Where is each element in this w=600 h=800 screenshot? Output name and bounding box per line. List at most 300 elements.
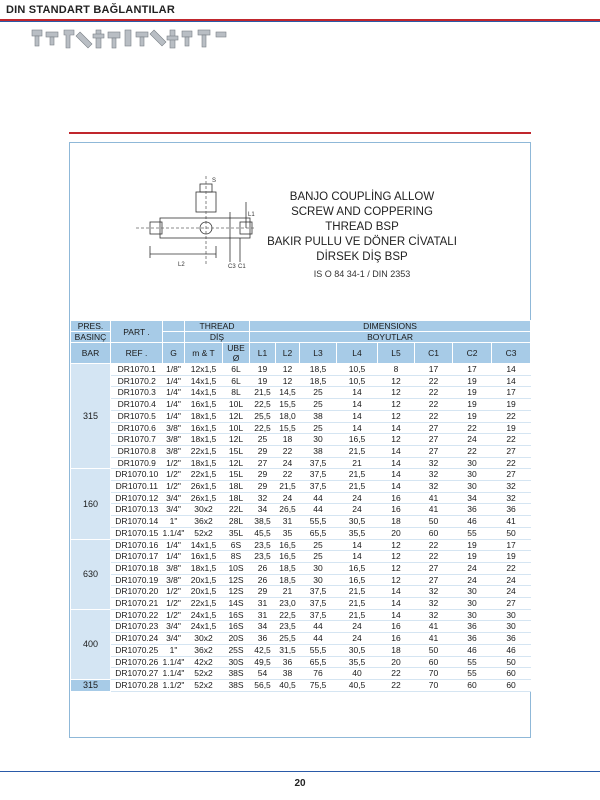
table-cell: 20 [378, 527, 415, 539]
table-cell: 76 [300, 668, 337, 680]
table-cell: 56,5 [250, 679, 276, 691]
table-cell: 44 [300, 492, 337, 504]
table-cell: DR1070.15 [111, 527, 163, 539]
table-cell: 24 [492, 574, 531, 586]
table-cell: 37,5 [300, 457, 337, 469]
table-cell: 36 [250, 633, 276, 645]
table-cell: 27 [415, 562, 453, 574]
table-cell: 20 [378, 656, 415, 668]
table-cell: DR1070.9 [111, 457, 163, 469]
table-cell: 21 [276, 586, 300, 598]
table-cell: 24 [337, 633, 378, 645]
pressure-bar-cell: 630 [71, 539, 111, 609]
table-cell: 45,5 [250, 527, 276, 539]
table-cell: 21,5 [337, 609, 378, 621]
table-cell: 1/8" [163, 364, 185, 376]
table-cell: 36x2 [185, 516, 223, 528]
table-cell: 1.1/2" [162, 679, 185, 690]
table-cell: 16x1,5 [185, 422, 223, 434]
table-cell: 36 [276, 656, 300, 668]
table-cell: 24 [337, 621, 378, 633]
table-cell: 23,5 [276, 621, 300, 633]
header-part: PART . [111, 321, 163, 343]
table-cell: 37,5 [300, 609, 337, 621]
table-cell: 19 [453, 539, 492, 551]
table-cell: 34 [453, 492, 492, 504]
header-c3: C3 [492, 343, 531, 364]
table-cell: 17 [492, 387, 531, 399]
product-standard: IS O 84 34-1 / DIN 2353 [313, 269, 411, 279]
table-cell: 52x2 [185, 668, 223, 680]
table-cell: 1/2" [163, 586, 185, 598]
table-cell: 36x2 [185, 644, 223, 656]
table-cell: 19 [453, 399, 492, 411]
table-cell: 18x1,5 [185, 410, 223, 422]
table-cell: 14 [337, 410, 378, 422]
table-cell: 22x1,5 [185, 598, 223, 610]
table-cell: 29 [250, 445, 276, 457]
table-cell: 30 [492, 621, 531, 633]
header-basinc: BASINÇ [71, 332, 111, 343]
table-cell: 23,0 [276, 598, 300, 610]
table-cell: 1/2" [163, 457, 185, 469]
table-cell: 46 [492, 644, 531, 656]
table-cell: 14x1,5 [185, 375, 223, 387]
table-cell: 29 [250, 586, 276, 598]
table-cell: 37,5 [300, 481, 337, 493]
product-title-line-4: BAKIR PULLU VE DÖNER CİVATALI [267, 236, 457, 248]
table-cell: DR1070.16 [111, 539, 163, 551]
table-cell: 3/8" [163, 434, 185, 446]
table-cell: 44 [300, 504, 337, 516]
table-cell: 18 [378, 516, 415, 528]
label-c1: C1 [238, 264, 246, 270]
table-cell: 27 [250, 457, 276, 469]
table-cell: 22,5 [250, 422, 276, 434]
table-cell: 21,5 [337, 445, 378, 457]
table-cell: 22L [223, 504, 250, 516]
table-cell: 12 [378, 574, 415, 586]
table-cell: 30,5 [337, 516, 378, 528]
table-cell: 14S [223, 598, 250, 610]
table-cell: 29 [250, 469, 276, 481]
table-cell: 6L [223, 364, 250, 376]
table-cell: 14 [378, 457, 415, 469]
table-row [71, 539, 531, 551]
table-cell: 19 [453, 410, 492, 422]
header-l4: L4 [337, 343, 378, 364]
table-cell: 12 [276, 375, 300, 387]
pressure-bar-cell: 160 [71, 469, 111, 539]
table-cell: 14 [378, 609, 415, 621]
table-cell: 15L [223, 445, 250, 457]
header-l5: L5 [378, 343, 415, 364]
table-cell: 37,5 [300, 586, 337, 598]
table-cell: 18,5 [300, 364, 337, 376]
table-cell: 3/4" [163, 621, 185, 633]
table-cell: 14 [492, 375, 531, 387]
table-row [71, 481, 531, 493]
table-cell: 29 [250, 481, 276, 493]
table-cell: 55 [453, 656, 492, 668]
table-cell: 8 [378, 364, 415, 376]
table-cell: 1" [163, 644, 185, 656]
table-cell: 31 [250, 598, 276, 610]
table-cell: 21,5 [337, 469, 378, 481]
table-cell: 50 [415, 516, 453, 528]
table-cell: 22 [453, 445, 492, 457]
table-cell: 24 [276, 457, 300, 469]
table-cell: DR1070.5 [111, 410, 163, 422]
table-cell: 10,5 [337, 364, 378, 376]
table-cell: 52x2 [185, 527, 223, 539]
table-cell: 27 [415, 445, 453, 457]
table-cell: DR1070.27 [111, 668, 163, 680]
header-thread: THREAD [185, 321, 250, 332]
table-cell: 19 [453, 375, 492, 387]
table-cell: 12 [378, 399, 415, 411]
table-row [71, 598, 531, 610]
label-s: S [212, 178, 217, 184]
table-row [71, 516, 531, 528]
table-body [71, 364, 531, 692]
table-cell: DR1070.10 [111, 469, 163, 481]
table-cell: 42x2 [185, 656, 223, 668]
table-cell: 32 [250, 492, 276, 504]
table-cell: 16 [378, 492, 415, 504]
table-cell: 15L [223, 469, 250, 481]
table-cell: 30 [300, 434, 337, 446]
table-cell: 50 [492, 656, 531, 668]
table-cell: DR1070.19 [111, 574, 163, 586]
table-cell: 14 [378, 586, 415, 598]
table-cell: 1/4" [163, 375, 185, 387]
table-cell: 26,5 [276, 504, 300, 516]
table-cell: 20x1,5 [185, 586, 223, 598]
table-cell: 38S [223, 668, 250, 680]
table-cell: 41 [492, 516, 531, 528]
table-cell: 36 [492, 504, 531, 516]
table-row [71, 422, 531, 434]
table-cell: 1/4" [163, 410, 185, 422]
table-cell: 22 [378, 679, 415, 691]
table-cell: 15,5 [276, 422, 300, 434]
table-cell: 28L [223, 516, 250, 528]
table-cell: 32 [415, 481, 453, 493]
table-cell: DR1070.22 [111, 609, 163, 621]
table-cell: 55,5 [300, 516, 337, 528]
table-cell: 40 [337, 668, 378, 680]
table-cell: DR1070.14 [111, 516, 163, 528]
header-g: G [163, 343, 185, 364]
table-cell: 44 [300, 621, 337, 633]
table-cell: 30 [453, 598, 492, 610]
table-cell: 41 [415, 492, 453, 504]
table-row [71, 457, 531, 469]
table-cell: DR1070.6 [111, 422, 163, 434]
table-cell: 16,5 [337, 434, 378, 446]
table-cell: 12 [378, 387, 415, 399]
table-cell: 17 [415, 364, 453, 376]
table-cell: 10L [223, 399, 250, 411]
table-cell: DR1070.18 [111, 562, 163, 574]
table-cell: 35 [276, 527, 300, 539]
table-cell: 22x1,5 [185, 469, 223, 481]
table-cell: 18x1,5 [185, 434, 223, 446]
table-cell: 70 [415, 679, 453, 691]
header-ref: REF . [111, 343, 163, 364]
table-cell: 35,5 [337, 527, 378, 539]
table-cell: 31 [276, 516, 300, 528]
product-title-line-1: BANJO COUPLİNG ALLOW [289, 191, 435, 203]
table-row [71, 410, 531, 422]
table-cell: 12S [223, 586, 250, 598]
table-cell: 12 [378, 375, 415, 387]
table-cell: 52x2 [185, 679, 223, 691]
table-row [71, 504, 531, 516]
table-cell: 24 [492, 586, 531, 598]
table-cell: DR1070.12 [111, 492, 163, 504]
table-cell: 1/2" [163, 598, 185, 610]
table-cell: 26 [250, 562, 276, 574]
table-cell: 32 [415, 586, 453, 598]
table-row [71, 656, 531, 668]
table-cell: 36 [453, 633, 492, 645]
table-cell: 18 [276, 434, 300, 446]
table-cell: DR1070.4 [111, 399, 163, 411]
dimensions-table [70, 320, 531, 692]
table-row [71, 679, 531, 691]
label-l2: L2 [178, 262, 185, 268]
table-cell: 25 [300, 551, 337, 563]
table-cell: 6L [223, 375, 250, 387]
header-blank-g [163, 321, 185, 332]
table-cell: 1/4" [163, 387, 185, 399]
table-cell: 25,5 [276, 633, 300, 645]
table-cell: 41 [415, 633, 453, 645]
table-cell: 1/2" [163, 609, 185, 621]
table-row [71, 609, 531, 621]
table-cell: 1.1/4" [162, 656, 185, 667]
table-cell: 24 [337, 504, 378, 516]
table-cell: 35,5 [337, 656, 378, 668]
page-header [0, 0, 600, 22]
table-cell: 20S [223, 633, 250, 645]
table-cell: 12x1,5 [185, 364, 223, 376]
table-cell: 41 [415, 504, 453, 516]
table-cell: 31 [250, 609, 276, 621]
table-cell: 24x1,5 [185, 609, 223, 621]
table-cell: 14 [378, 469, 415, 481]
table-cell: 10S [223, 562, 250, 574]
table-cell: DR1070.23 [111, 621, 163, 633]
table-cell: 16S [223, 609, 250, 621]
table-cell: 30x2 [185, 504, 223, 516]
header-title: DIN STANDART BAĞLANTILAR [6, 4, 175, 16]
table-cell: 24 [276, 492, 300, 504]
table-row [71, 621, 531, 633]
table-cell: 22 [453, 422, 492, 434]
header-ube: UBE Ø [223, 343, 250, 364]
table-cell: 3/8" [163, 562, 185, 574]
table-cell: 22x1,5 [185, 445, 223, 457]
table-cell: DR1070.3 [111, 387, 163, 399]
table-cell: 25 [300, 399, 337, 411]
header-c2: C2 [453, 343, 492, 364]
table-cell: 14 [337, 422, 378, 434]
table-cell: DR1070.17 [111, 551, 163, 563]
table-cell: 3/8" [163, 574, 185, 586]
table-cell: 12L [223, 434, 250, 446]
table-cell: 23,5 [250, 539, 276, 551]
table-cell: 54 [250, 668, 276, 680]
label-l1: L1 [248, 212, 255, 218]
table-cell: 19 [453, 551, 492, 563]
table-cell: 14 [378, 481, 415, 493]
product-title-line-5: DİRSEK DİŞ BSP [316, 251, 408, 263]
table-cell: 16 [378, 633, 415, 645]
table-cell: 27 [492, 445, 531, 457]
table-cell: 38 [276, 668, 300, 680]
table-cell: 22 [415, 551, 453, 563]
table-cell: 12S [223, 574, 250, 586]
table-row [71, 527, 531, 539]
table-cell: 22,5 [276, 609, 300, 621]
table-cell: 18x1,5 [185, 562, 223, 574]
table-cell: DR1070.26 [111, 656, 163, 668]
table-cell: 60 [492, 679, 531, 691]
table-cell: 12L [223, 410, 250, 422]
table-cell: 22 [415, 387, 453, 399]
table-cell: 70 [415, 668, 453, 680]
table-row [71, 492, 531, 504]
table-cell: 18L [223, 492, 250, 504]
table-cell: 30,5 [337, 644, 378, 656]
table-cell: 32 [415, 469, 453, 481]
table-cell: 22 [492, 457, 531, 469]
table-cell: DR1070.2 [111, 375, 163, 387]
table-cell: 31,5 [276, 644, 300, 656]
table-cell: 12L [223, 457, 250, 469]
banjo-coupling-drawing [130, 172, 260, 282]
table-cell: DR1070.13 [111, 504, 163, 516]
table-cell: 32 [415, 598, 453, 610]
table-cell: 60 [492, 668, 531, 680]
product-title-line-3: THREAD BSP [325, 221, 399, 233]
table-cell: 14 [492, 364, 531, 376]
header-blank-g2 [163, 332, 185, 343]
table-cell: 75,5 [300, 679, 337, 691]
table-cell: 46 [453, 644, 492, 656]
table-cell: 22 [276, 469, 300, 481]
table-cell: 10,5 [337, 375, 378, 387]
table-cell: 1/2" [163, 481, 185, 493]
header-dimensions: DIMENSIONS [250, 321, 531, 332]
table-cell: 25 [300, 422, 337, 434]
table-cell: 30x2 [185, 633, 223, 645]
table-cell: 14 [378, 445, 415, 457]
table-cell: 22 [415, 410, 453, 422]
header-boyutlar: BOYUTLAR [250, 332, 531, 343]
table-cell: 1.1/4" [162, 527, 185, 538]
table-cell: 14x1,5 [185, 539, 223, 551]
table-cell: DR1070.20 [111, 586, 163, 598]
table-cell: 22 [276, 445, 300, 457]
table-row [71, 387, 531, 399]
table-cell: DR1070.11 [111, 481, 163, 493]
table-cell: 22 [492, 562, 531, 574]
table-cell: 30 [453, 457, 492, 469]
table-cell: 40,5 [276, 679, 300, 691]
table-cell: 24 [453, 562, 492, 574]
table-cell: 23,5 [250, 551, 276, 563]
table-cell: 32 [415, 609, 453, 621]
table-cell: 50 [492, 527, 531, 539]
table-cell: 55 [453, 527, 492, 539]
table-cell: 24 [453, 434, 492, 446]
table-cell: 16,5 [276, 551, 300, 563]
table-cell: 14 [378, 422, 415, 434]
table-cell: 22,5 [250, 399, 276, 411]
table-cell: 30 [300, 574, 337, 586]
table-cell: 32 [415, 457, 453, 469]
product-title-line-2: SCREW AND COPPERING [291, 206, 433, 218]
table-cell: 24 [453, 574, 492, 586]
table-row [71, 633, 531, 645]
header-blue-rule [0, 21, 600, 22]
table-cell: 27 [492, 598, 531, 610]
table-cell: 60 [415, 656, 453, 668]
table-cell: 19 [492, 399, 531, 411]
table-cell: 18,5 [276, 562, 300, 574]
table-row [71, 469, 531, 481]
table-cell: 27 [492, 469, 531, 481]
table-cell: DR1070.7 [111, 434, 163, 446]
table-row [71, 586, 531, 598]
table-row [71, 562, 531, 574]
table-cell: 38 [300, 445, 337, 457]
table-cell: 16,5 [337, 562, 378, 574]
table-cell: 50 [415, 644, 453, 656]
table-row [71, 364, 531, 376]
pressure-bar-cell: 400 [71, 609, 111, 679]
header-pres: PRES. [71, 321, 111, 332]
table-cell: 35L [223, 527, 250, 539]
table-cell: 34 [250, 621, 276, 633]
table-cell: 3/4" [163, 492, 185, 504]
table-cell: 27 [415, 422, 453, 434]
table-cell: 44 [300, 633, 337, 645]
table-cell: DR1070.8 [111, 445, 163, 457]
table-row [71, 445, 531, 457]
table-row [71, 399, 531, 411]
table-cell: 16x1,5 [185, 551, 223, 563]
table-cell: 18x1,5 [185, 457, 223, 469]
table-cell: 55 [453, 668, 492, 680]
table-cell: 21,5 [250, 387, 276, 399]
product-title-block [262, 190, 462, 279]
table-cell: 21,5 [337, 598, 378, 610]
label-c3: C3 [228, 264, 236, 270]
table-cell: 14 [337, 399, 378, 411]
table-cell: 22 [415, 399, 453, 411]
table-cell: 18,5 [276, 574, 300, 586]
table-cell: 36 [453, 621, 492, 633]
pressure-bar-cell: 315 [71, 679, 111, 691]
page-number: 20 [294, 778, 306, 789]
fittings-strip-image [30, 26, 230, 62]
table-cell: 30 [492, 609, 531, 621]
